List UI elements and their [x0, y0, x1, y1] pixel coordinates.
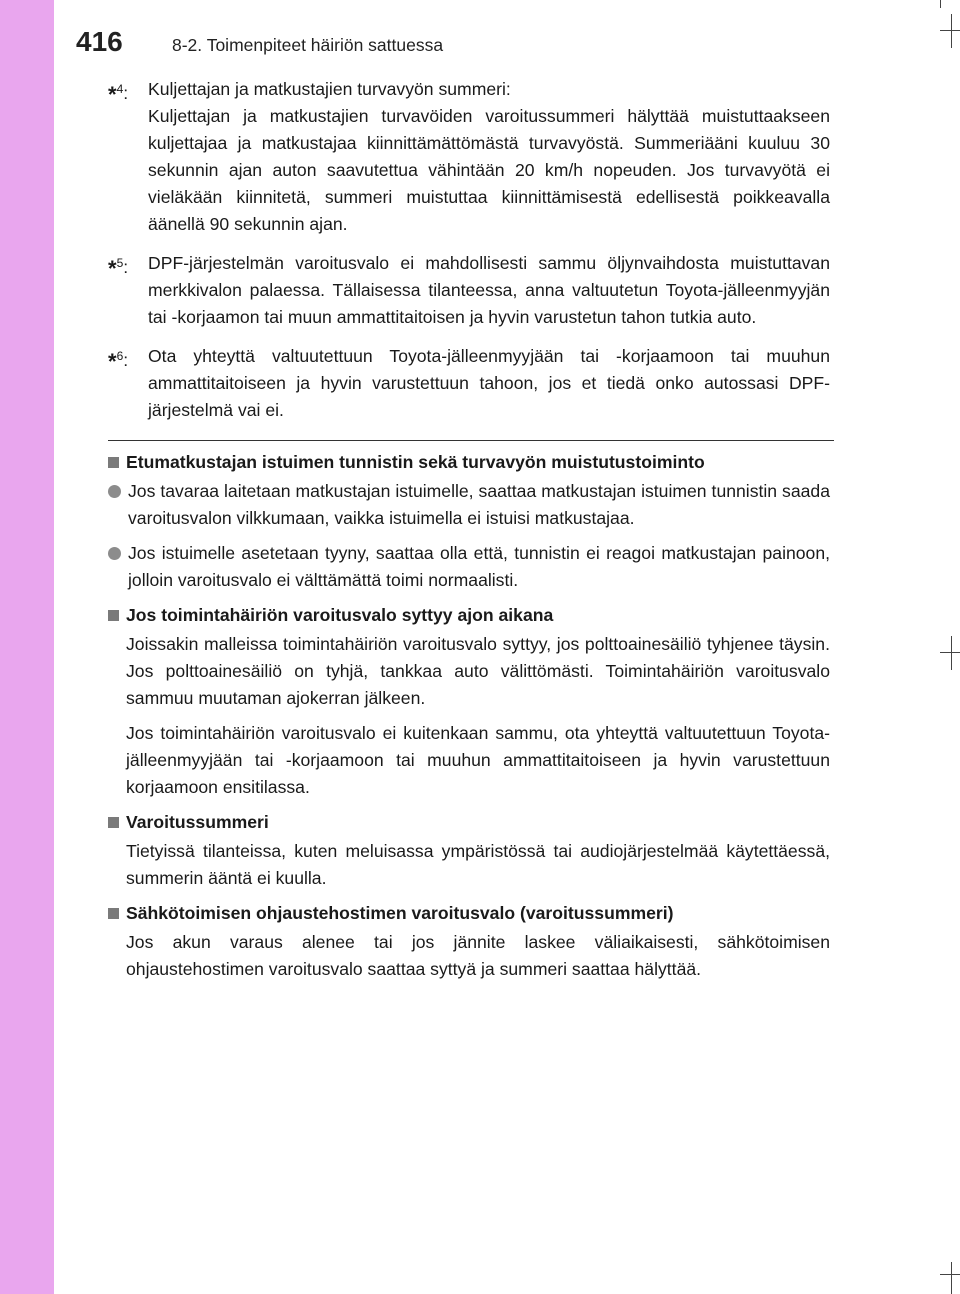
section-malfunction-light: [108, 602, 830, 801]
page-content: [108, 76, 830, 991]
section-power-steering: [108, 900, 830, 983]
chapter-title: 8-2. Toimenpiteet häiriön sattuessa: [172, 35, 444, 55]
square-bullet-icon: [108, 610, 119, 621]
page-number: 416: [76, 26, 123, 57]
section-heading: Etumatkustajan istuimen tunnistin sekä turvavyön muistutustoiminto: [108, 449, 830, 476]
section-heading: Varoitussummeri: [108, 809, 830, 836]
crop-mark: [940, 1274, 960, 1275]
footnote-text: Kuljettajan ja matkustajien turvavöiden varoitussummeri hälyttää muistuttaakseen kuljettajaa ja matkustajaa kiinnittämättömästä turvavyöstä. Summeriääni kuuluu 30 sekunnin ajan auton saavutettua vähintään 20 km/h nopeuden. Jos turvavyötä ei vieläkään kiinnitetä, summeri muistuttaa kiinnittämisestä edellisestä poikkeavalla äänellä 90 sekunnin ajan.: [148, 106, 830, 234]
page-header: [0, 0, 960, 70]
footnote-5: [108, 250, 830, 331]
bullet-item: Jos tavaraa laitetaan matkustajan istuimelle, saattaa matkustajan istuimen tunnistin saada varoitusvalon vilkkumaan, vaikka istuimella ei istuisi matkustajaa.: [108, 478, 830, 532]
crop-mark: [940, 652, 960, 653]
footnote-marker: *$^6$:: [108, 349, 129, 374]
footnote-text: DPF-järjestelmän varoitusvalo ei mahdollisesti sammu öljynvaihdosta muistuttavan merkkivalon palaessa. Tällaisessa tilanteessa, anna valtuutetun Toyota-jälleenmyyjän tai -korjaamon tai muun ammattitaitoisen ja hyvin varustetun tahon tutkia auto.: [148, 253, 830, 327]
footnote-text: Ota yhteyttä valtuutettuun Toyota-jälleenmyyjään tai -korjaamoon tai muuhun ammattitaitoiseen ja hyvin varustettuun tahoon, jos et tiedä onko autossasi DPF-järjestelmä vai ei.: [148, 346, 830, 420]
section-warning-buzzer: [108, 809, 830, 892]
footnote-marker: *$^5$:: [108, 256, 129, 281]
footnote-4: [108, 76, 830, 238]
chapter-tab-strip: [0, 0, 54, 1294]
paragraph: Jos toimintahäiriön varoitusvalo ei kuitenkaan sammu, ota yhteyttä valtuutettuun Toyota-jälleenmyyjään tai -korjaamoon tai muuhun ammattitaitoiseen ja hyvin varustettuun korjaamoon ensitilassa.: [126, 723, 830, 797]
paragraph: Joissakin malleissa toimintahäiriön varoitusvalo syttyy, jos polttoainesäiliö tyhjenee täysin. Jos polttoainesäiliö on tyhjä, tankkaa auto välittömästi. Toimintahäiriön varoitusvalo sammuu muutaman ajokerran jälkeen.: [126, 634, 830, 708]
footnote-marker: *$^4$:: [108, 82, 129, 107]
square-bullet-icon: [108, 908, 119, 919]
footnote-6: [108, 343, 830, 424]
section-seat-sensor: [108, 449, 830, 594]
square-bullet-icon: [108, 457, 119, 468]
paragraph: Jos akun varaus alenee tai jos jännite laskee väliaikaisesti, sähkötoimisen ohjaustehostimen varoitusvalo saattaa syttyä ja summeri saattaa hälyttää.: [126, 932, 830, 979]
section-heading: Sähkötoimisen ohjaustehostimen varoitusvalo (varoitussummeri): [108, 900, 830, 927]
crop-mark: [951, 1262, 952, 1294]
circle-bullet-icon: [108, 547, 121, 560]
circle-bullet-icon: [108, 485, 121, 498]
section-heading: Jos toimintahäiriön varoitusvalo syttyy ajon aikana: [108, 602, 830, 629]
crop-mark: [951, 636, 952, 670]
section-divider: [108, 440, 834, 441]
square-bullet-icon: [108, 817, 119, 828]
bullet-item: Jos istuimelle asetetaan tyyny, saattaa olla että, tunnistin ei reagoi matkustajan painoon, jolloin varoitusvalo ei välttämättä toimi normaalisti.: [108, 540, 830, 594]
footnote-title: Kuljettajan ja matkustajien turvavyön summeri:: [148, 79, 511, 99]
paragraph: Tietyissä tilanteissa, kuten meluisassa ympäristössä tai audiojärjestelmää käytettäessä, summerin ääntä ei kuulla.: [126, 841, 830, 888]
